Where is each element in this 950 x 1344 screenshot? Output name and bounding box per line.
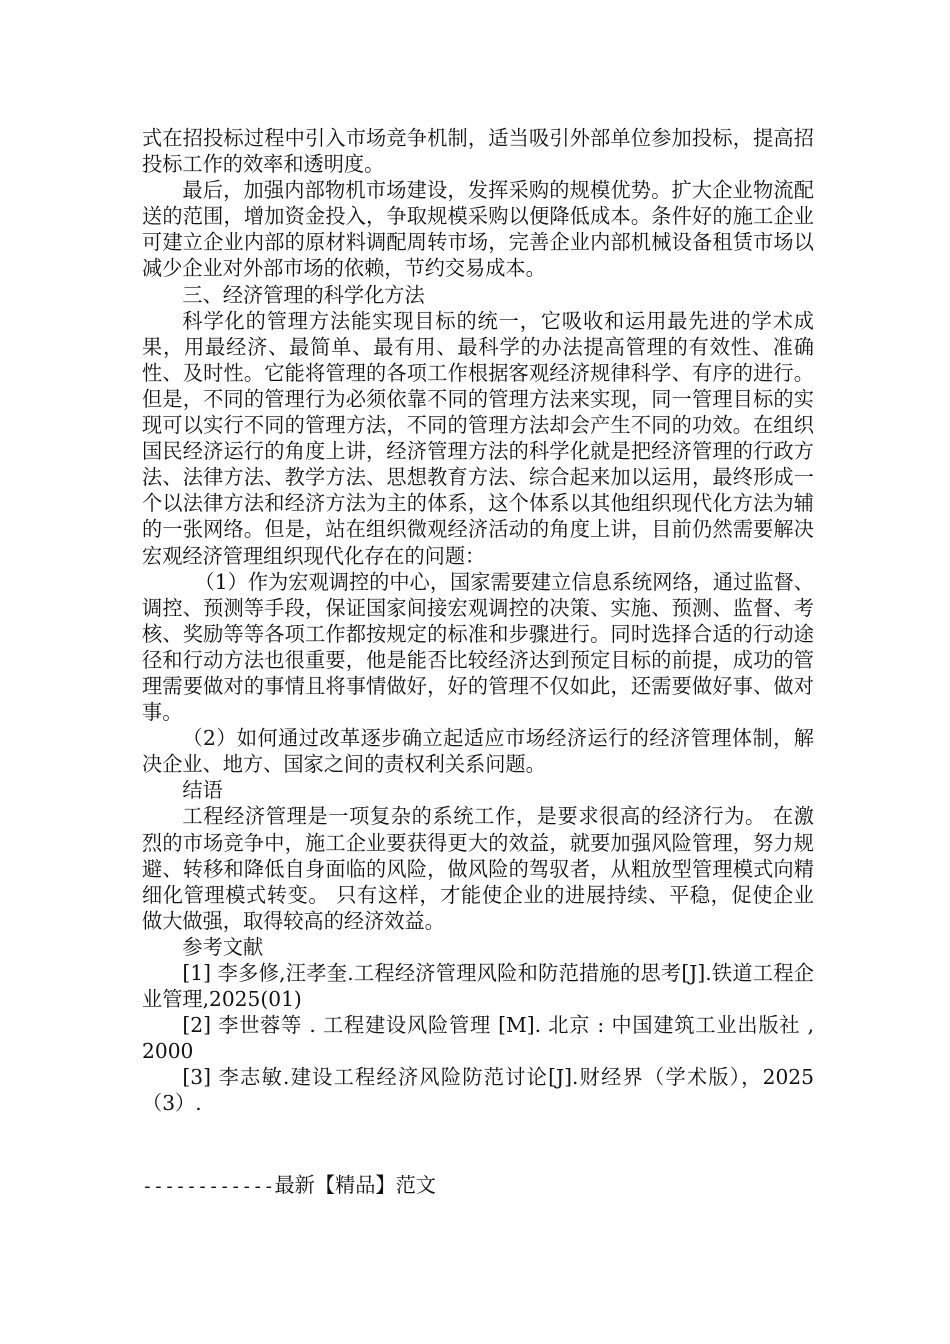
section-heading-conclusion: 结语 [182,778,223,803]
footer-label: 最新【精品】范文 [274,1173,436,1197]
paragraph-scientific-methods: 科学化的管理方法能实现目标的统一，它吸收和运用最先进的学术成果，用最经济、最简单、最有用、最科学的办法提高管理的有效性、准确性、及时性。它能将管理的各项工作根据客观经济规律科学、有序的进行。但是，不同的管理行为必须依靠不同的管理方法来实现，同一管理目标的实现可以实行不同的管理方法，不同的管理方法却会产生不同的功效。在组织国民经济运行的角度上讲，经济管理方法的科学化就是把经济管理的行政方法、法律方法、教学方法、思想教育方法、综合起来加以运用，最终形成一个以法律方法和经济方法为主的体系，这个体系以其他组织现代化方法为辅的一张网络。但是，站在组织微观经济活动的角度上讲，目前仍然需要解决宏观经济管理组织现代化存在的问题： [142,308,814,568]
document-body [142,125,814,1117]
section-heading-scientific-methods: 三、经济管理的科学化方法 [182,282,425,307]
reference-item-1: [1] 李多修,汪孝奎.工程经济管理风险和防范措施的思考[J].铁道工程企业管理,2025(01) [142,961,814,1012]
section-heading-references: 参考文献 [182,934,264,959]
paragraph-tender-continuation: 式在招投标过程中引入市场竞争机制，适当吸引外部单位参加投标，提高招投标工作的效率和透明度。 [142,126,814,177]
footer-dashes: ------------ [142,1176,275,1197]
page-footer [142,1172,436,1200]
reference-item-2: [2] 李世蓉等 . 工程建设风险管理 [M]. 北京 : 中国建筑工业出版社 , 2000 [142,1013,814,1064]
paragraph-conclusion: 工程经济管理是一项复杂的系统工作，是要求很高的经济行为。 在激烈的市场竞争中，施工企业要获得更大的效益，就要加强风险管理，努力规避、转移和降低自身面临的风险，做风险的驾驭者，从粗放型管理模式向精细化管理模式转变。 只有这样，才能使企业的进展持续、平稳，促使企业做大做强，取得较高的经济效益。 [142,804,814,933]
list-item-2: （2）如何通过改革逐步确立起适应市场经济运行的经济管理体制，解决企业、地方、国家之间的责权利关系问题。 [142,726,814,777]
list-item-1: （1）作为宏观调控的中心，国家需要建立信息系统网络，通过监督、调控、预测等手段，保证国家间接宏观调控的决策、实施、预测、监督、考核、奖励等等各项工作都按规定的标准和步骤进行。同时选择合适的行动途径和行动方法也很重要，他是能否比较经济达到预定目标的前提，成功的管理需要做对的事情且将事情做好，好的管理不仅如此，还需要做好事、做对事。 [142,569,814,725]
reference-item-3: [3] 李志敏.建设工程经济风险防范讨论[J].财经界（学术版），2025（3）. [142,1065,814,1116]
paragraph-finally: 最后，加强内部物机市场建设，发挥采购的规模优势。扩大企业物流配送的范围，增加资金投入，争取规模采购以便降低成本。条件好的施工企业可建立企业内部的原材料调配周转市场，完善企业内部机械设备租赁市场以减少企业对外部市场的依赖，节约交易成本。 [142,178,814,281]
